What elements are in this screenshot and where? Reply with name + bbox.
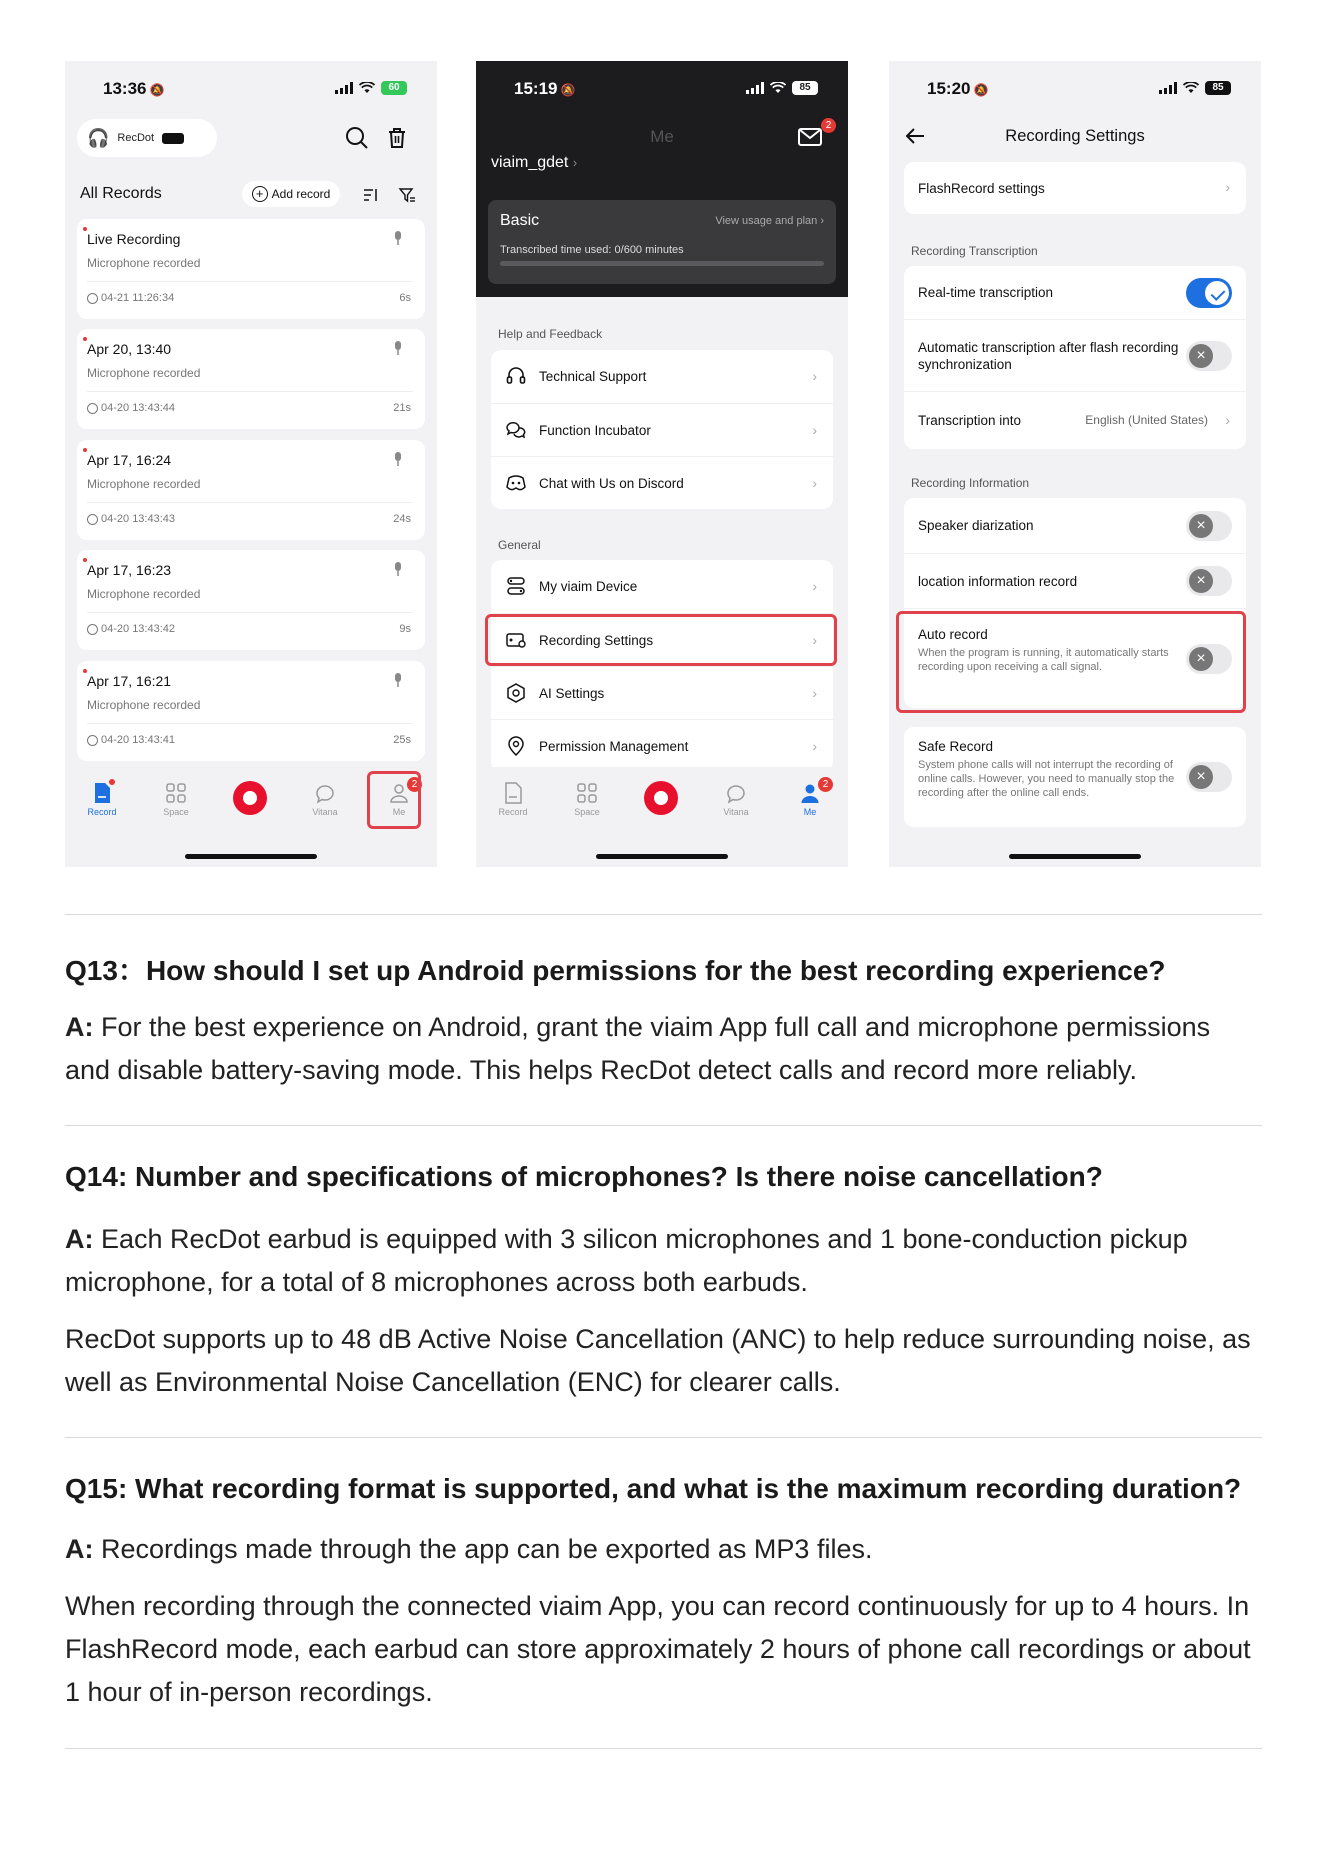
auto-transcription-toggle[interactable] [1186, 341, 1232, 371]
record-date: 04-20 13:43:42 [101, 623, 176, 635]
view-usage-link: View usage and plan [715, 215, 818, 227]
wifi-icon [770, 82, 786, 94]
clock-icon [87, 624, 98, 635]
mute-bell-icon: 🔕 [149, 83, 165, 97]
status-bar [889, 61, 1261, 117]
general-menu [491, 560, 833, 772]
tab-me[interactable]: Me [785, 781, 835, 817]
username[interactable]: viaim_gdet › [491, 154, 578, 171]
status-time: 15:19 [514, 79, 558, 98]
phone-screenshot-recording-settings [889, 61, 1261, 867]
wifi-icon [1183, 82, 1199, 94]
faq-answer: A: Recordings made through the app can be exported as MP3 files. [65, 1534, 873, 1564]
chevron-right-icon: › [812, 738, 817, 754]
faq-question: Q13：How should I set up Android permissions for the best recording experience? [65, 955, 1166, 986]
signal-icon [335, 82, 353, 94]
faq-question: Q15: What recording format is supported, and what is the maximum recording duration? [65, 1473, 1242, 1504]
help-section-label: Help and Feedback [498, 327, 603, 341]
record-duration: 9s [399, 623, 411, 635]
headset-icon [505, 365, 527, 387]
highlight-box [367, 771, 421, 829]
tab-record[interactable]: Record [77, 781, 127, 817]
device-icon [505, 575, 527, 597]
phone-screenshot-records [65, 61, 437, 867]
flashrecord-group [904, 162, 1246, 214]
clock-icon [87, 514, 98, 525]
chevron-right-icon: › [812, 578, 817, 594]
device-battery-icon [162, 133, 184, 144]
auto-record-item: Auto record When the program is running, it automatically starts recording upon receiving a call signal. × [904, 608, 1246, 708]
device-label: RecDot [117, 132, 155, 144]
realtime-transcription-toggle[interactable] [1186, 278, 1232, 308]
phone-screenshot-me [476, 61, 848, 867]
tab-bar [65, 767, 437, 867]
record-title: Apr 20, 13:40 [87, 341, 172, 357]
divider [65, 1748, 1262, 1749]
battery-indicator: 85 [792, 81, 818, 95]
records-header [80, 181, 420, 209]
wifi-icon [359, 82, 375, 94]
tab-space[interactable]: Space [151, 781, 201, 817]
menu-discord[interactable]: Chat with Us on Discord › [491, 456, 833, 509]
status-bar [65, 61, 437, 117]
tab-record[interactable]: Record [488, 781, 538, 817]
mute-bell-icon: 🔕 [560, 83, 576, 97]
document-icon [501, 781, 525, 805]
auto-record-description: When the program is running, it automatically starts recording upon receiving a call signal. [918, 647, 1169, 673]
search-icon[interactable] [343, 124, 371, 152]
safe-record-description: System phone calls will not interrupt the recording of online calls. However, you need to manually stop the recording after the online call ends. [918, 759, 1175, 799]
faq-answer: A: For the best experience on Android, grant the viaim App full call and microphone permissions and disable battery-saving mode. This helps RecDot detect calls and record more reliably. [65, 1012, 1211, 1085]
add-record-button[interactable]: + Add record [242, 181, 340, 207]
notification-badge: 2 [818, 777, 833, 792]
transcription-language: English (United States) [1085, 412, 1208, 427]
chat-bubble-icon [313, 781, 337, 805]
clock-icon [87, 735, 98, 746]
location-pin-icon [505, 735, 527, 757]
tab-space[interactable]: Space [562, 781, 612, 817]
flashrecord-settings-item[interactable]: FlashRecord settings › [918, 179, 1230, 196]
record-card[interactable] [77, 440, 425, 540]
record-duration: 24s [393, 513, 411, 525]
menu-technical-support[interactable]: Technical Support › [491, 350, 833, 403]
record-subtitle: Microphone recorded [87, 366, 201, 380]
highlight-box [896, 611, 1246, 713]
menu-permission-management[interactable]: Permission Management › [491, 719, 833, 772]
chevron-right-icon: › [812, 685, 817, 701]
sort-icon[interactable] [362, 186, 380, 204]
clock-icon [87, 293, 98, 304]
record-card[interactable] [77, 661, 425, 761]
location-record-item: location information record × [904, 553, 1246, 608]
faq-question: Q14: Number and specifications of microphones? Is there noise cancellation? [65, 1161, 1103, 1192]
all-records-title: All Records [80, 185, 162, 202]
speaker-diarization-toggle[interactable] [1186, 511, 1232, 541]
microphone-icon [393, 341, 403, 355]
record-duration: 21s [393, 402, 411, 414]
record-title: Apr 17, 16:21 [87, 673, 172, 689]
page-title: Me [650, 127, 674, 146]
notification-badge: 2 [407, 777, 422, 792]
signal-icon [746, 82, 764, 94]
signal-icon [1159, 82, 1177, 94]
safe-record-item: Safe Record System phone calls will not interrupt the recording of online calls. However, you need to manually stop the recording after the online call ends. × [904, 727, 1246, 827]
speaker-diarization-item: Speaker diarization × [904, 498, 1246, 553]
safe-record-toggle[interactable] [1186, 762, 1232, 792]
mute-bell-icon: 🔕 [973, 83, 989, 97]
microphone-icon [393, 673, 403, 687]
trash-icon[interactable] [383, 124, 411, 152]
menu-function-incubator[interactable]: Function Incubator › [491, 403, 833, 456]
chevron-right-icon: › [820, 215, 824, 227]
chevron-right-icon: › [812, 475, 817, 491]
record-date: 04-20 13:43:41 [101, 734, 176, 746]
divider [65, 914, 1262, 915]
home-indicator [596, 854, 728, 859]
highlight-box [485, 614, 837, 666]
record-subtitle: Microphone recorded [87, 256, 201, 270]
battery-indicator: 85 [1205, 81, 1231, 95]
microphone-icon [393, 562, 403, 576]
transcribed-time: Transcribed time used: 0/600 minutes [500, 244, 684, 256]
record-card[interactable] [77, 219, 425, 319]
record-date: 04-20 13:43:44 [101, 402, 176, 414]
safe-record-group [904, 727, 1246, 827]
status-time: 15:20 [927, 79, 971, 98]
home-indicator [185, 854, 317, 859]
status-bar [476, 61, 848, 117]
record-title: Apr 17, 16:24 [87, 452, 172, 468]
record-date: 04-21 11:26:34 [101, 292, 175, 304]
chevron-right-icon: › [1225, 179, 1230, 195]
ai-settings-icon [505, 682, 527, 704]
device-pill[interactable] [77, 119, 217, 157]
chevron-right-icon: › [812, 632, 817, 648]
info-section-label: Recording Information [911, 476, 1030, 490]
earbuds-icon: 🎧 [87, 127, 110, 148]
menu-recording-settings[interactable]: Recording Settings › [491, 613, 833, 666]
record-card[interactable] [77, 550, 425, 650]
divider [65, 1437, 1262, 1438]
record-button[interactable] [233, 781, 267, 815]
grid-icon [575, 781, 599, 805]
record-subtitle: Microphone recorded [87, 587, 201, 601]
home-indicator [1009, 854, 1141, 859]
record-title: Live Recording [87, 231, 181, 247]
menu-my-device[interactable]: My viaim Device › [491, 560, 833, 613]
menu-ai-settings[interactable]: AI Settings › [491, 666, 833, 719]
divider [65, 1125, 1262, 1126]
filter-icon[interactable] [398, 186, 416, 204]
record-title: Apr 17, 16:23 [87, 562, 172, 578]
location-record-toggle[interactable] [1186, 566, 1232, 596]
chevron-right-icon: › [572, 155, 578, 170]
record-card[interactable] [77, 329, 425, 429]
grid-icon [164, 781, 188, 805]
record-subtitle: Microphone recorded [87, 477, 201, 491]
faq-answer: A: Each RecDot earbud is equipped with 3 silicon microphones and 1 bone-conduction pickup microphone, for a total of 8 microphones across both earbuds. [65, 1224, 1188, 1297]
record-button[interactable] [644, 781, 678, 815]
battery-indicator: 60 [381, 81, 407, 95]
auto-transcription-item: Automatic transcription after flash recording synchronization × [904, 319, 1246, 391]
general-section-label: General [498, 538, 541, 552]
tab-me[interactable]: Me [374, 781, 424, 817]
faq-answer-paragraph: When recording through the connected viaim App, you can record continuously for up to 4 hours. In FlashRecord mode, each earbud can store approximately 2 hours of phone call recordings or about 1 hour of in-person recordings. [65, 1591, 1251, 1707]
tab-vitana[interactable]: Vitana [711, 781, 761, 817]
transcription-section-label: Recording Transcription [911, 244, 1038, 258]
realtime-transcription-item: Real-time transcription [904, 266, 1246, 319]
status-time: 13:36 [103, 79, 147, 98]
chevron-right-icon: › [812, 368, 817, 384]
transcription-into-item[interactable]: Transcription into English (United States) › [904, 391, 1246, 449]
microphone-icon [393, 231, 403, 245]
record-date: 04-20 13:43:43 [101, 513, 176, 525]
tab-bar [476, 767, 848, 867]
chat-bubbles-icon [505, 419, 527, 441]
faq-answer-paragraph: RecDot supports up to 48 dB Active Noise Cancellation (ANC) to help reduce surrounding noise, as well as Environmental Noise Cancellation (ENC) for clearer calls. [65, 1324, 1251, 1397]
chat-bubble-icon [724, 781, 748, 805]
plan-card[interactable] [488, 200, 836, 284]
microphone-icon [393, 452, 403, 466]
mail-icon[interactable] [798, 128, 822, 146]
plus-icon: + [252, 186, 268, 202]
mail-badge: 2 [821, 118, 836, 133]
transcription-group [904, 266, 1246, 449]
help-menu [491, 350, 833, 509]
plan-name: Basic [500, 212, 540, 229]
discord-icon [505, 472, 527, 494]
clock-icon [87, 403, 98, 414]
notification-dot [109, 779, 115, 785]
usage-progress-bar [500, 261, 824, 266]
page-title: Recording Settings [1005, 127, 1145, 145]
chevron-right-icon: › [1225, 411, 1230, 428]
chevron-right-icon: › [812, 422, 817, 438]
tab-vitana[interactable]: Vitana [300, 781, 350, 817]
record-subtitle: Microphone recorded [87, 698, 201, 712]
record-duration: 6s [399, 292, 411, 304]
record-duration: 25s [393, 734, 411, 746]
